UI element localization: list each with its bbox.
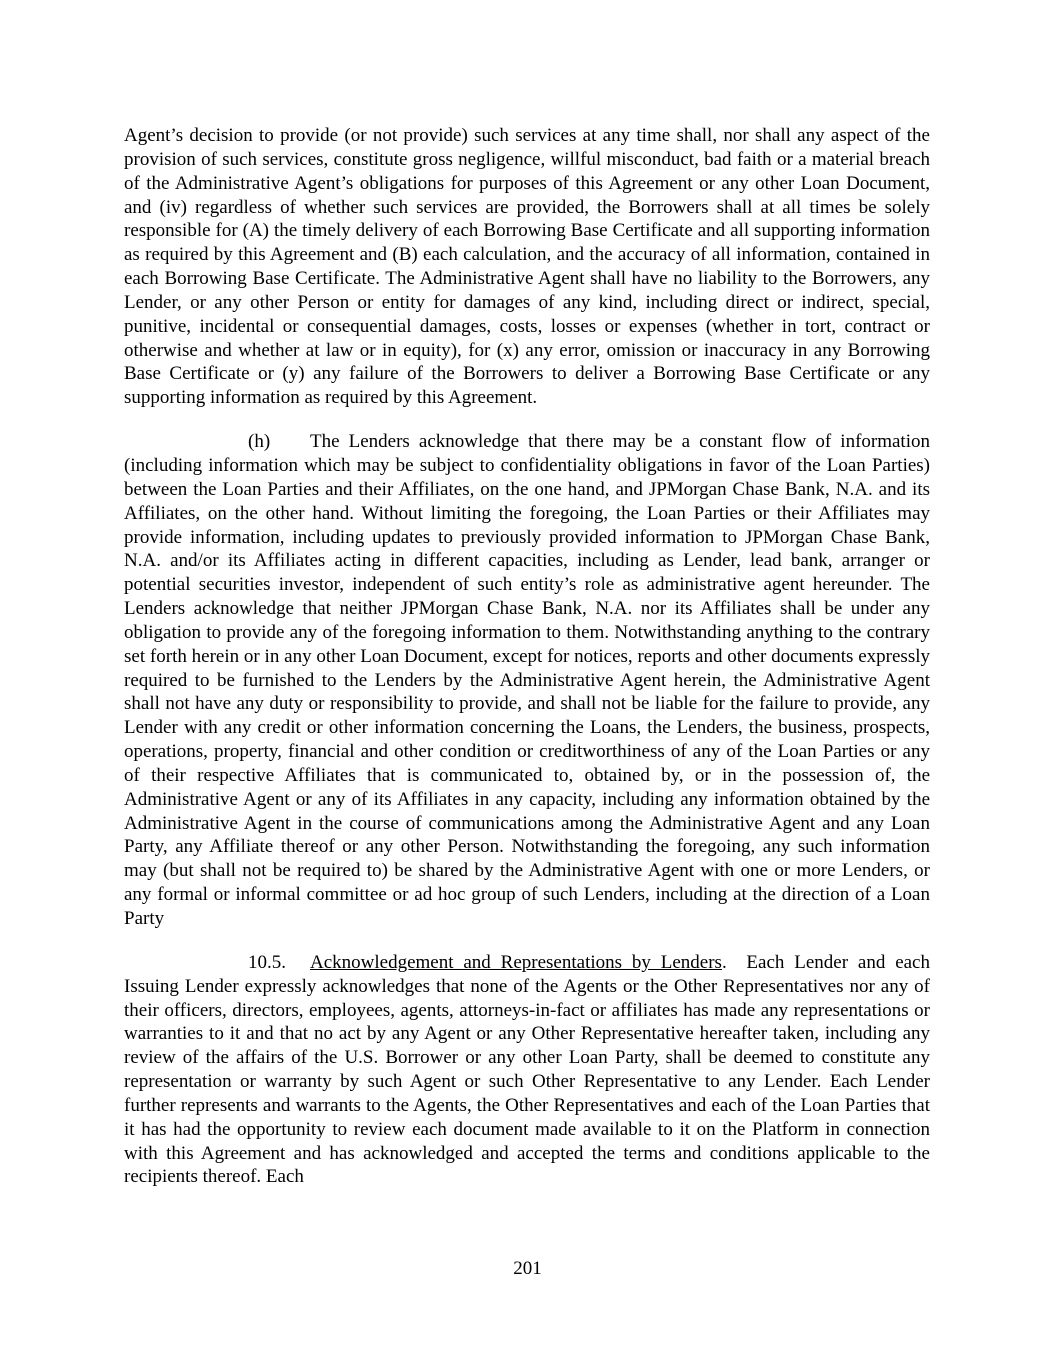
section-heading: Acknowledgement and Representations by Lenders	[310, 951, 722, 973]
paragraph-h-text: The Lenders acknowledge that there may be a constant flow of information (including information which may be subject to confidentiality obligations in favor of the Loan Parties) between the Loan Parties and their Affiliates, on the one hand, and JPMorgan Chase Bank, N.A. and its Affiliates, on the other hand. Without limiting the foregoing, the Loan Parties or their Affiliates may provide information, including updates to previously provided information to JPMorgan Chase Bank, N.A. and/or its Affiliates acting in different capacities, including as Lender, lead bank, arranger or potential securities investor, independent of such entity’s role as administrative agent hereunder. The Lenders acknowledge that neither JPMorgan Chase Bank, N.A. nor its Affiliates shall be under any obligation to provide any of the foregoing information to them. Notwithstanding anything to the contrary set forth herein or in any other Loan Document, except for notices, reports and other documents expressly required to be furnished to the Lenders by the Administrative Agent herein, the Administrative Agent shall not have any duty or responsibility to provide, and shall not be liable for the failure to provide, any Lender with any credit or other information concerning the Loans, the Lenders, the business, prospects, operations, property, financial and other condition or creditworthiness of any of the Loan Parties or any of their respective Affiliates that is communicated to, obtained by, or in the possession of, the Administrative Agent or any of its Affiliates in any capacity, including any information obtained by the Administrative Agent in the course of communications among the Administrative Agent and any Loan Party, any Affiliate thereof or any other Person. Notwithstanding the foregoing, any such information may (but shall not be required to) be shared by the Administrative Agent with one or more Lenders, or any formal or informal committee or ad hoc group of such Lenders, including at the direction of a Loan Party	[124, 431, 930, 929]
section-heading-period: .	[721, 951, 727, 973]
document-page	[124, 124, 930, 1189]
section-number: 10.5.	[248, 951, 286, 973]
paragraph-h	[124, 430, 930, 931]
page-number: 201	[513, 1258, 542, 1279]
section-10-5-text: Each Lender and each Issuing Lender expressly acknowledges that none of the Agents or the Other Representatives nor any of their officers, directors, employees, agents, attorneys-in-fact or affiliates has made any representations or warranties to it and that no act by any Agent or any Other Representative hereafter taken, including any review of the affairs of the U.S. Borrower or any other Loan Party, shall be deemed to constitute any representation or warranty by such Agent or such Other Representative to any Lender. Each Lender further represents and warrants to the Agents, the Other Representatives and each of the Loan Parties that it has had the opportunity to review each document made available to it on the Platform in connection with this Agreement and has acknowledged and accepted the terms and conditions applicable to the recipients thereof. Each	[124, 951, 930, 1188]
clause-label-h: (h)	[248, 431, 271, 453]
paragraph-continuation: Agent’s decision to provide (or not provide) such services at any time shall, nor shall any aspect of the provision of such services, constitute gross negligence, willful misconduct, bad faith or a material breach of the Administrative Agent’s obligations for purposes of this Agreement or any other Loan Document, and (iv) regardless of whether such services are provided, the Borrowers shall at all times be solely responsible for (A) the timely delivery of each Borrowing Base Certificate and all supporting information as required by this Agreement and (B) each calculation, and the accuracy of all information, contained in each Borrowing Base Certificate. The Administrative Agent shall have no liability to the Borrowers, any Lender, or any other Person or entity for damages of any kind, including direct or indirect, special, punitive, incidental or consequential damages, costs, losses or expenses (whether in tort, contract or otherwise and whether at law or in equity), for (x) any error, omission or inaccuracy in any Borrowing Base Certificate or (y) any failure of the Borrowers to deliver a Borrowing Base Certificate or any supporting information as required by this Agreement.	[124, 125, 930, 409]
section-10-5	[124, 951, 930, 1189]
